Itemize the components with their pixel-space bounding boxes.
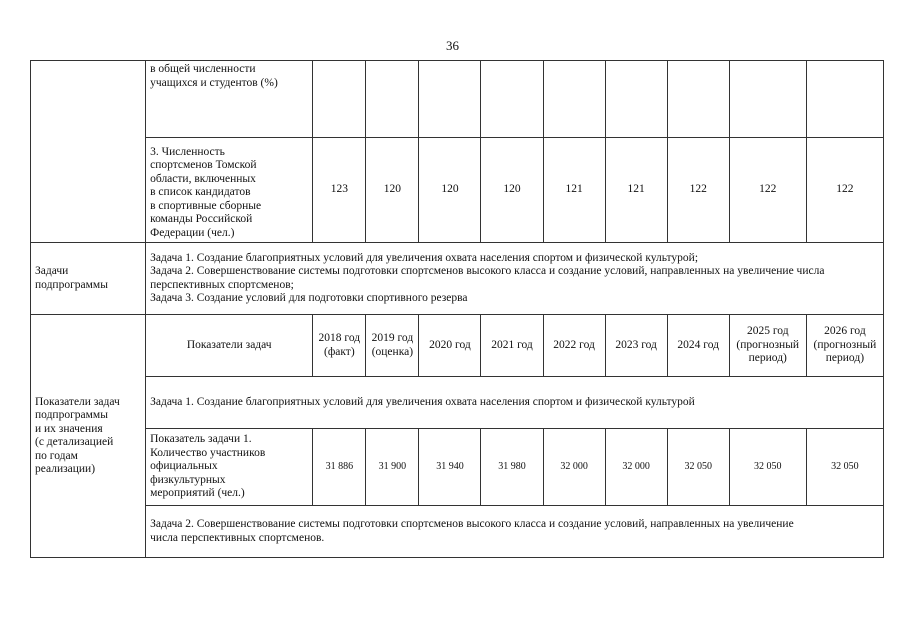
- year-label: 2025 год: [746, 325, 789, 338]
- year-label: 2018 год: [318, 332, 361, 344]
- indicator-text-line: в список кандидатов: [150, 186, 251, 198]
- indicator-text-line: в общей численности: [150, 63, 256, 75]
- task-line: Задача 2. Совершенствование системы подготовки спортсменов высокого класса и создание условий, направленных на увеличение числа перспективных спортсменов;: [150, 265, 825, 291]
- label-line: по годам: [35, 449, 78, 462]
- header-indicators-title: Показатели задач: [146, 315, 313, 377]
- task-line: Задача 3. Создание условий для подготовки спортивного резерва: [150, 292, 468, 304]
- table-row: [31, 61, 884, 138]
- page-number: 36: [446, 38, 459, 53]
- value-cell: [543, 61, 605, 138]
- indicator-text-line: Федерации (чел.): [150, 226, 235, 239]
- value-cell: 121: [543, 138, 605, 243]
- year-note: (прогнозный: [813, 338, 877, 351]
- task-line: Задача 2. Совершенствование системы подготовки спортсменов высокого класса и создание условий, направленных на увеличение: [150, 518, 794, 530]
- value-cell: 120: [419, 138, 481, 243]
- header-year-cell: [667, 315, 729, 377]
- header-year-cell: [605, 315, 667, 377]
- value-cell: 121: [605, 138, 667, 243]
- value-cell: 32 050: [729, 429, 806, 506]
- indicator-text-line: мероприятий (чел.): [150, 487, 245, 500]
- indicator-text-line: в спортивные сборные: [150, 199, 262, 212]
- year-label: 2024 год: [677, 338, 719, 351]
- task-2-cell: [146, 506, 884, 558]
- indicator-text-line: области, включенных: [150, 172, 256, 185]
- header-year-cell: [419, 315, 481, 377]
- table-row: [31, 315, 884, 377]
- year-note: (факт): [323, 345, 355, 358]
- table-row: [31, 377, 884, 429]
- value-cell: 123: [313, 138, 366, 243]
- year-label: 2020 год: [429, 338, 471, 351]
- task-line: Задача 1. Создание благоприятных условий для увеличения охвата населения спортом и физической культурой;: [150, 251, 699, 264]
- value-cell: 32 000: [543, 429, 605, 506]
- indicator-text-line: команды Российской: [150, 213, 253, 225]
- year-label: 2019 год: [371, 332, 414, 344]
- tasks-text-cell: [146, 243, 884, 315]
- value-cell: [313, 61, 366, 138]
- value-cell: 122: [806, 138, 883, 243]
- header-year-cell: [481, 315, 543, 377]
- value-cell: 31 886: [313, 429, 366, 506]
- indicator-text-line: Количество участников: [150, 446, 266, 459]
- table-row: [31, 138, 884, 243]
- value-cell: 32 050: [806, 429, 883, 506]
- indicator-text-line: официальных: [150, 460, 218, 473]
- year-label: 2026 год: [824, 325, 866, 338]
- label-line: (с детализацией: [35, 436, 114, 448]
- label-line: подпрограммы: [35, 278, 108, 291]
- year-note: период): [825, 352, 865, 365]
- value-cell: [419, 61, 481, 138]
- indicator-text-line: учащихся и студентов (%): [150, 76, 278, 89]
- table-row: [31, 429, 884, 506]
- label-line: реализации): [35, 463, 96, 475]
- tasks-label-cell: [31, 243, 146, 315]
- value-cell: 122: [729, 138, 806, 243]
- label-line: Задачи: [35, 265, 69, 277]
- task-1-cell: Задача 1. Создание благоприятных условий для увеличения охвата населения спортом и физической культурой: [146, 377, 884, 429]
- label-line: подпрограммы: [35, 409, 108, 421]
- table-row: [31, 506, 884, 558]
- label-line: и их значения: [35, 422, 103, 435]
- value-cell: 120: [481, 138, 543, 243]
- header-year-cell: [543, 315, 605, 377]
- task-line: числа перспективных спортсменов.: [150, 531, 325, 544]
- year-note: (оценка): [371, 345, 414, 358]
- value-cell: 122: [667, 138, 729, 243]
- year-label: 2023 год: [615, 338, 657, 351]
- indicator-3-cell: [146, 138, 313, 243]
- indicator-task1-cell: [146, 429, 313, 506]
- passport-table: [30, 60, 884, 558]
- header-year-cell: [806, 315, 883, 377]
- year-label: 2021 год: [491, 338, 533, 351]
- year-note: (прогнозный: [736, 338, 800, 351]
- table-row: [31, 243, 884, 315]
- year-label: 2022 год: [553, 338, 595, 351]
- value-cell: [481, 61, 543, 138]
- indicator-text-line: спортсменов Томской: [150, 159, 257, 171]
- header-year-cell: [313, 315, 366, 377]
- value-cell: [667, 61, 729, 138]
- header-year-cell: [366, 315, 419, 377]
- value-cell: [729, 61, 806, 138]
- value-cell: [806, 61, 883, 138]
- indicator-continued-cell: [146, 61, 313, 138]
- header-year-cell: [729, 315, 806, 377]
- indicator-text-line: 3. Численность: [150, 145, 225, 158]
- value-cell: [366, 61, 419, 138]
- value-cell: [605, 61, 667, 138]
- value-cell: 31 900: [366, 429, 419, 506]
- value-cell: 31 980: [481, 429, 543, 506]
- year-note: период): [748, 352, 787, 365]
- value-cell: 32 050: [667, 429, 729, 506]
- value-cell: 31 940: [419, 429, 481, 506]
- empty-label-cell: [31, 61, 146, 243]
- value-cell: 32 000: [605, 429, 667, 506]
- indicator-text-line: Показатель задачи 1.: [150, 433, 252, 446]
- indicators-label-cell: [31, 315, 146, 558]
- value-cell: 120: [366, 138, 419, 243]
- label-line: Показатели задач: [35, 395, 120, 408]
- indicator-text-line: физкультурных: [150, 473, 226, 486]
